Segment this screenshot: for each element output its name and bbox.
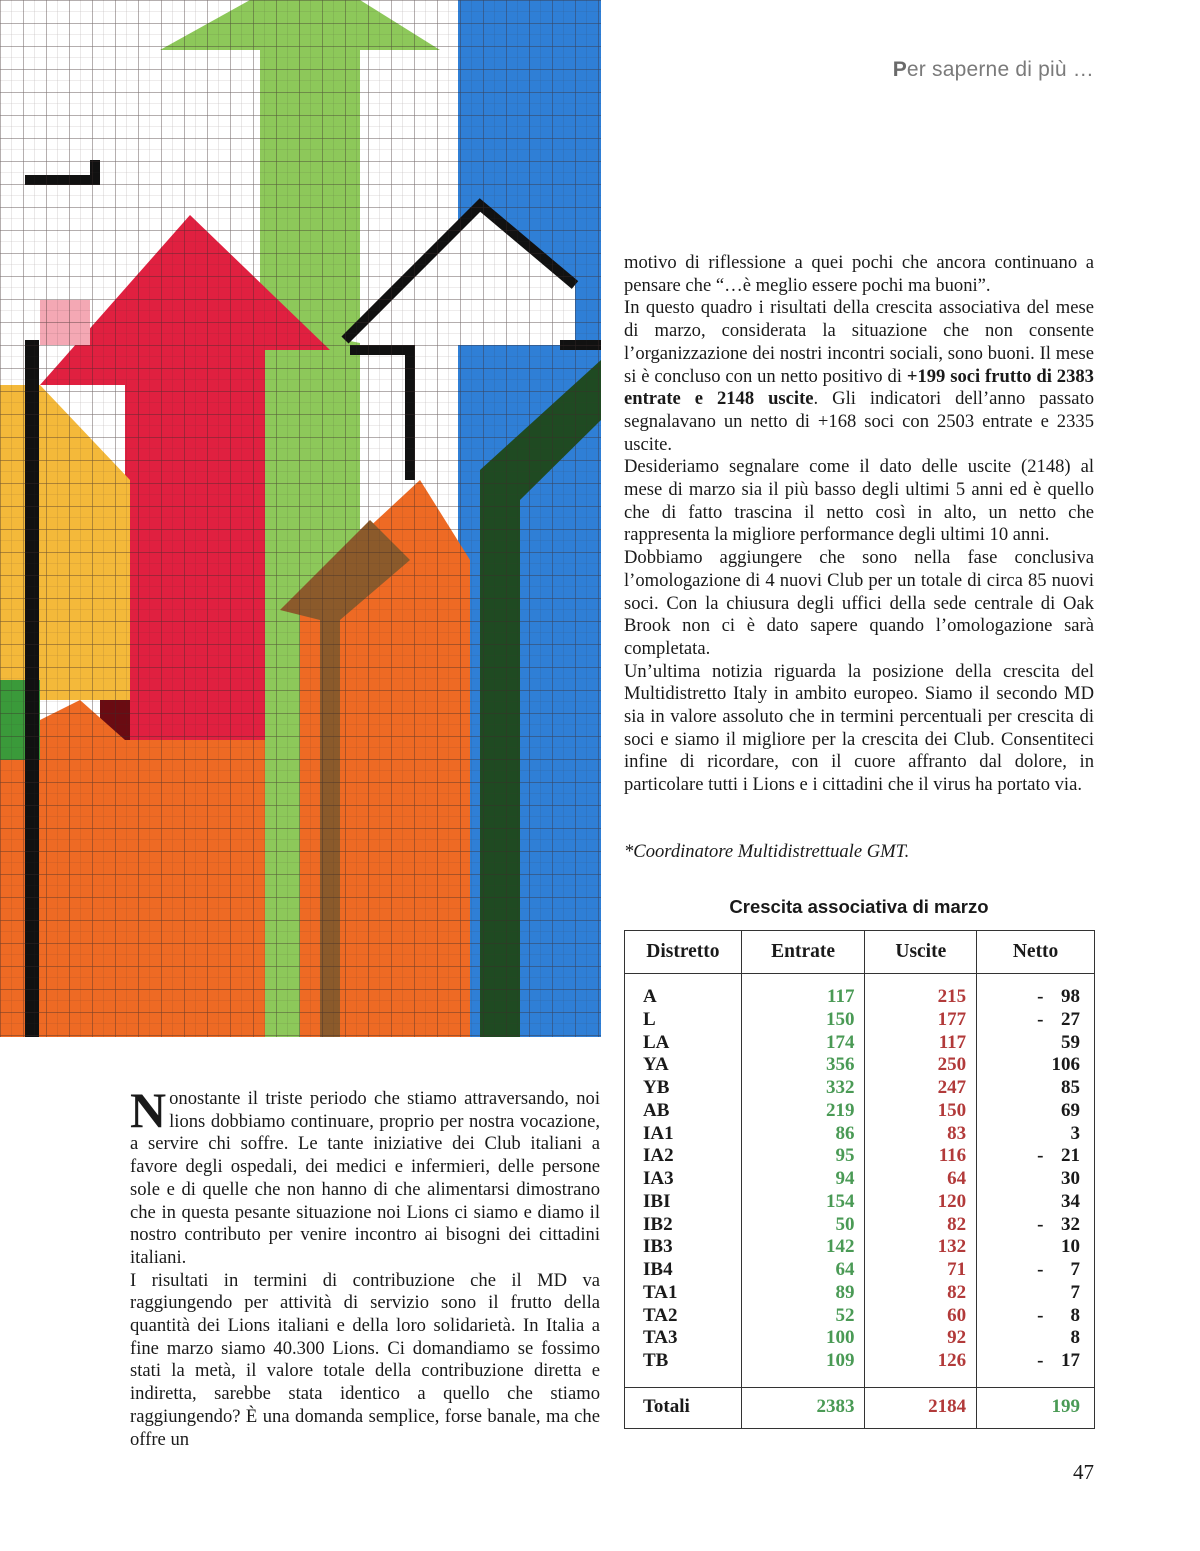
netto-sign: - <box>1037 1350 1044 1371</box>
entrate-cell: 89 <box>741 1282 865 1305</box>
entrate-cell: 86 <box>741 1123 865 1146</box>
column-header: Distretto <box>625 931 742 974</box>
entrate-cell: 154 <box>741 1191 865 1214</box>
left-text-column <box>130 1082 600 1451</box>
netto-cell: 34 <box>977 1191 1095 1214</box>
author-signature: *Coordinatore Multidistrettuale GMT. <box>624 841 910 862</box>
netto-cell: 30 <box>977 1168 1095 1191</box>
uscite-cell: 64 <box>865 1168 977 1191</box>
district-cell: A <box>625 974 742 1009</box>
netto-sign: - <box>1037 1213 1044 1235</box>
uscite-cell: 92 <box>865 1327 977 1350</box>
netto-cell: - 21 <box>977 1145 1095 1168</box>
netto-cell: - 8 <box>977 1305 1095 1328</box>
netto-sign: - <box>1037 1304 1044 1326</box>
uscite-cell: 120 <box>865 1191 977 1214</box>
table-row <box>625 1077 1095 1100</box>
netto-sign: - <box>1037 1008 1044 1030</box>
uscite-cell: 83 <box>865 1123 977 1146</box>
netto-cell: 69 <box>977 1100 1095 1123</box>
table-row <box>625 1259 1095 1282</box>
district-cell: TB <box>625 1350 742 1387</box>
uscite-cell: 250 <box>865 1054 977 1077</box>
uscite-cell: 126 <box>865 1350 977 1387</box>
district-cell: AB <box>625 1100 742 1123</box>
netto-cell: 8 <box>977 1327 1095 1350</box>
netto-cell: - 7 <box>977 1259 1095 1282</box>
entrate-cell: 94 <box>741 1168 865 1191</box>
table-row <box>625 1236 1095 1259</box>
entrate-cell: 174 <box>741 1032 865 1055</box>
district-cell: LA <box>625 1032 742 1055</box>
district-cell: IA1 <box>625 1123 742 1146</box>
uscite-cell: 117 <box>865 1032 977 1055</box>
totals-label: Totali <box>625 1387 742 1428</box>
district-cell: IB3 <box>625 1236 742 1259</box>
table-row <box>625 1168 1095 1191</box>
district-cell: IBI <box>625 1191 742 1214</box>
district-cell: YB <box>625 1077 742 1100</box>
uscite-cell: 82 <box>865 1282 977 1305</box>
entrate-cell: 332 <box>741 1077 865 1100</box>
district-cell: IA3 <box>625 1168 742 1191</box>
netto-sign: - <box>1037 1145 1044 1167</box>
drop-cap: N <box>130 1082 167 1138</box>
paragraph: Un’ultima notizia riguarda la posizione della crescita del Multidistretto Italy in ambito europeo. Siamo il secondo MD sia in valore assoluto che in termini percentuali per crescita di soci e siamo il migliore per la crescita dei Club. Consentiteci infine di ricordare, con il cuore affranto dal dolore, in particolare tutti i Lions e i cittadini che il virus ha portato via. <box>624 660 1094 796</box>
table-row <box>625 974 1095 1009</box>
table-row <box>625 1100 1095 1123</box>
netto-cell: - 17 <box>977 1350 1095 1387</box>
netto-sign: - <box>1037 986 1044 1007</box>
table-row <box>625 1123 1095 1146</box>
entrate-cell: 109 <box>741 1350 865 1387</box>
table-row <box>625 1350 1095 1387</box>
table-row <box>625 1191 1095 1214</box>
netto-cell: - 98 <box>977 974 1095 1009</box>
district-cell: TA1 <box>625 1282 742 1305</box>
uscite-cell: 71 <box>865 1259 977 1282</box>
table-row <box>625 1305 1095 1328</box>
uscite-cell: 177 <box>865 1009 977 1032</box>
uscite-cell: 132 <box>865 1236 977 1259</box>
entrate-cell: 95 <box>741 1145 865 1168</box>
column-header: Uscite <box>865 931 977 974</box>
entrate-cell: 52 <box>741 1305 865 1328</box>
table-row <box>625 1054 1095 1077</box>
uscite-cell: 150 <box>865 1100 977 1123</box>
district-cell: TA3 <box>625 1327 742 1350</box>
section-header <box>893 58 1094 82</box>
entrate-cell: 142 <box>741 1236 865 1259</box>
netto-cell: 3 <box>977 1123 1095 1146</box>
netto-cell: 85 <box>977 1077 1095 1100</box>
uscite-cell: 60 <box>865 1305 977 1328</box>
table-row <box>625 1214 1095 1237</box>
netto-cell: - 32 <box>977 1214 1095 1237</box>
membership-table <box>624 930 1095 1429</box>
header-initial: P <box>892 58 907 81</box>
table-title: Crescita associativa di marzo <box>729 896 989 917</box>
totals-netto: 199 <box>977 1387 1095 1428</box>
paragraph: motivo di riflessione a quei pochi che ancora continuano a pensare che “…è meglio essere pochi ma buoni”. <box>624 252 1094 296</box>
district-cell: IA2 <box>625 1145 742 1168</box>
paragraph: Desideriamo segnalare come il dato delle uscite (2148) al mese di marzo sia il più basso degli ultimi 5 anni ed è quello che di fatto trascina il netto così in alto, un netto che rappresenta la migliore performance degli ultimi 10 anni. <box>624 456 1094 546</box>
table-row <box>625 1145 1095 1168</box>
table-row <box>625 1282 1095 1305</box>
netto-cell: 7 <box>977 1282 1095 1305</box>
netto-cell: 106 <box>977 1054 1095 1077</box>
entrate-cell: 356 <box>741 1054 865 1077</box>
header-text: er saperne di più … <box>906 58 1094 81</box>
uscite-cell: 247 <box>865 1077 977 1100</box>
right-text-column <box>624 252 1094 797</box>
netto-cell: 59 <box>977 1032 1095 1055</box>
pixel-arrows-illustration <box>0 0 601 1037</box>
entrate-cell: 117 <box>741 974 865 1009</box>
totals-uscite: 2184 <box>865 1387 977 1428</box>
district-cell: TA2 <box>625 1305 742 1328</box>
district-cell: IB4 <box>625 1259 742 1282</box>
netto-sign: - <box>1037 1259 1044 1280</box>
table-row <box>625 1327 1095 1350</box>
entrate-cell: 219 <box>741 1100 865 1123</box>
entrate-cell: 150 <box>741 1009 865 1032</box>
totals-entrate: 2383 <box>741 1387 865 1428</box>
netto-cell: - 27 <box>977 1009 1095 1032</box>
uscite-cell: 116 <box>865 1145 977 1168</box>
entrate-cell: 100 <box>741 1327 865 1350</box>
page-number: 47 <box>1073 1460 1094 1484</box>
entrate-cell: 64 <box>741 1259 865 1282</box>
district-cell: IB2 <box>625 1214 742 1237</box>
paragraph: Nonostante il triste periodo che stiamo attraversando, noi lions dobbiamo continuare, proprio per nostra vocazione, a servire chi soffre. Le tante iniziative dei Club italiani a favore degli ospedali, dei medici e infermieri, delle persone sole e di quelle che non hanno di che alimentarsi dimostrano che in questa pesante situazione noi Lions ci siamo e diamo il nostro contributo per venire incontro ai bisogni dei cittadini italiani. <box>130 1082 600 1268</box>
uscite-cell: 82 <box>865 1214 977 1237</box>
district-cell: L <box>625 1009 742 1032</box>
entrate-cell: 50 <box>741 1214 865 1237</box>
column-header: Entrate <box>741 931 865 974</box>
totals-row <box>625 1387 1095 1428</box>
uscite-cell: 215 <box>865 974 977 1009</box>
table-row <box>625 1009 1095 1032</box>
paragraph: In questo quadro i risultati della crescita associativa del mese di marzo, considerata la situazione che non consente l’organizzazione dei nostri incontri sociali, sono buoni. Il mese si è concluso con un netto positivo di +199 soci frutto di 2383 entrate e 2148 uscite. Gli indicatori dell’anno passato segnalavano un netto di +168 soci con 2503 entrate e 2335 uscite. <box>624 297 1094 455</box>
column-header: Netto <box>977 931 1095 974</box>
table-row <box>625 1032 1095 1055</box>
district-cell: YA <box>625 1054 742 1077</box>
paragraph: I risultati in termini di contribuzione che il MD va raggiungendo per attività di servizio sono il frutto della quantità dei Lions italiani e della loro solidarietà. In Italia a fine marzo siamo 40.300 Lions. Ci domandiamo se fossimo stati la metà, il valore totale della contribuzione diretta e indiretta, sarebbe stata identico a quello che stiamo raggiungendo? È una domanda semplice, forse banale, ma che offre un <box>130 1269 600 1450</box>
netto-cell: 10 <box>977 1236 1095 1259</box>
paragraph: Dobbiamo aggiungere che sono nella fase conclusiva l’omologazione di 4 nuovi Club per un totale di circa 85 nuovi soci. Con la chiusura degli uffici della sede centrale di Oak Brook non ci è dato sapere quando l’omologazione sarà completata. <box>624 547 1094 659</box>
